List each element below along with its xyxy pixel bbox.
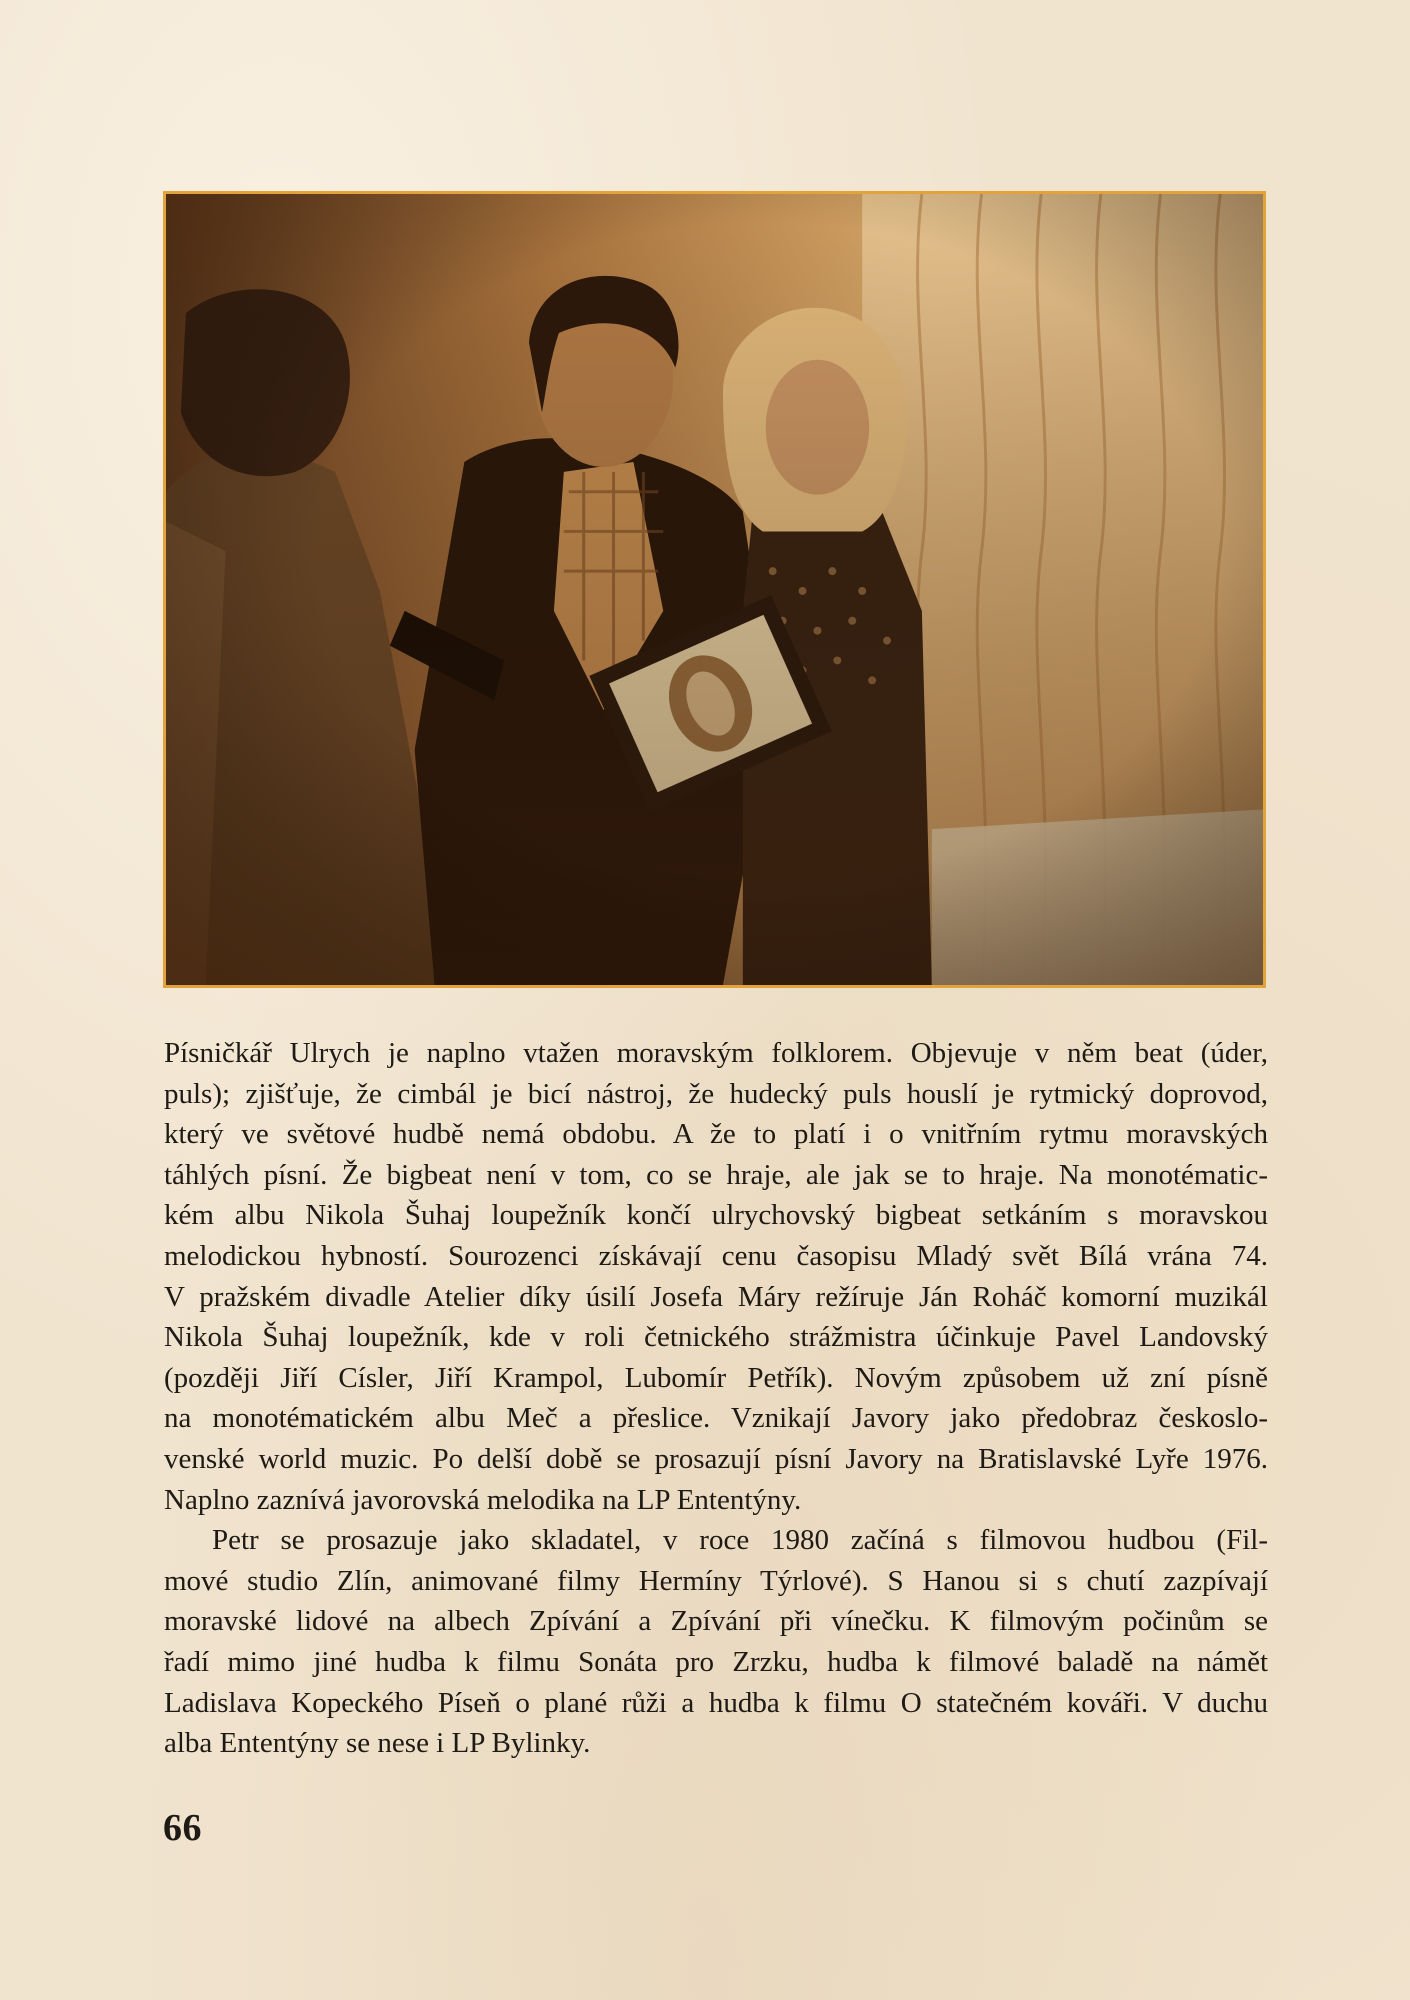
photo-illustration (166, 194, 1263, 985)
text-line: alba Ententýny se nese i LP Bylinky. (164, 1727, 591, 1760)
text-line: mové studio Zlín, animované filmy Hermíny Týrlové). S Hanou si s chutí zazpívají (164, 1564, 1268, 1597)
body-text (164, 1033, 1268, 1764)
sepia-photograph (163, 191, 1266, 988)
text-line: melodickou hybností. Sourozenci získávají cenu časopisu Mladý svět Bílá vrána 74. (164, 1239, 1268, 1272)
text-line: který ve světové hudbě nemá obdobu. A že to platí i o vnitřním rytmu moravských (164, 1118, 1268, 1151)
text-line: V pražském divadle Atelier díky úsilí Josefa Máry režíruje Ján Roháč komorní muzikál (164, 1280, 1268, 1313)
paragraph-1 (164, 1033, 1268, 1520)
text-line: táhlých písní. Že bigbeat není v tom, co se hraje, ale jak se to hraje. Na monotématic- (164, 1158, 1268, 1191)
text-line: řadí mimo jiné hudba k filmu Sonáta pro Zrzku, hudba k filmové baladě na námět (164, 1645, 1268, 1678)
text-line: moravské lidové na albech Zpívání a Zpívání při vínečku. K filmovým počinům se (164, 1605, 1268, 1638)
text-line: Písničkář Ulrych je naplno vtažen moravským folklorem. Objevuje v něm beat (úder, (164, 1037, 1268, 1069)
text-line: venské world muzic. Po delší době se prosazují písní Javory na Bratislavské Lyře 1976. (164, 1442, 1268, 1475)
paragraph-2 (164, 1520, 1268, 1764)
text-line: kém albu Nikola Šuhaj loupežník končí ulrychovský bigbeat setkáním s moravskou (164, 1199, 1268, 1232)
text-line: na monotématickém albu Meč a přeslice. Vznikají Javory jako předobraz českoslo- (164, 1402, 1268, 1435)
text-line: Ladislava Kopeckého Píseň o plané růži a hudba k filmu O statečném kováři. V duchu (164, 1686, 1268, 1719)
text-line: puls); zjišťuje, že cimbál je bicí nástroj, že hudecký puls houslí je rytmický doprovod, (164, 1077, 1268, 1110)
text-line: (později Jiří Císler, Jiří Krampol, Lubomír Petřík). Novým způsobem už zní písně (164, 1361, 1268, 1394)
text-line: Nikola Šuhaj loupežník, kde v roli četnického strážmistra účinkuje Pavel Landovský (164, 1321, 1268, 1354)
text-line: Naplno zaznívá javorovská melodika na LP Ententýny. (164, 1483, 802, 1516)
page-number: 66 (163, 1807, 202, 1849)
text-line: Petr se prosazuje jako skladatel, v roce 1980 začíná s filmovou hudbou (Fil- (212, 1524, 1268, 1557)
